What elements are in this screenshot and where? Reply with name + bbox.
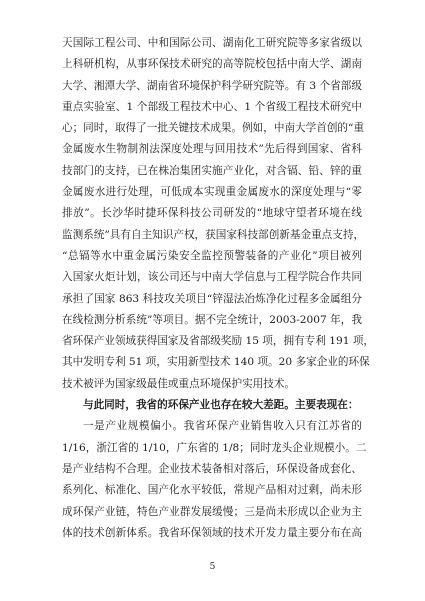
text-line: 大学、湘潭大学、湖南省环境保护科学研究院等。有 3 个省部级 [62, 79, 362, 92]
text-line: 技部门的支持，已在株冶集团实施产业化，对含镉、铅、锌的重 [62, 164, 362, 177]
text-line: 1/16，浙江省的 1/10，广东省的 1/8；同时龙头企业规模小。二 [62, 441, 367, 454]
text-line: “总镉等水中重金属污染安全监控预警装备的产业化”项目被列 [62, 249, 362, 262]
text-line: 成环保产业链，特色产业群发展缓慢；三是尚未形成以企业为主 [62, 505, 362, 518]
text-line: 重点实验室、1 个部级工程技术中心、1 个省级工程技术研究中 [62, 100, 362, 113]
text-line: 监测系统”具有自主知识产权，获国家科技部创新基金重点支持， [62, 228, 365, 241]
text-line: 一是产业规模偏小。我省环保产业销售收入只有江苏省的 [83, 420, 362, 433]
text-line: 金属废水生物制剂法深度处理与回用技术”先后得到国家、省科 [62, 143, 362, 156]
text-line: 省环保产业领域获得国家及省部级奖励 15 项，拥有专利 191 项， [62, 335, 375, 348]
text-line: 是产业结构不合理。企业技术装备相对落后，环保设备成套化、 [62, 462, 362, 475]
body-text [62, 33, 375, 544]
text-line: 体的技术创新体系。我省环保领域的技术开发力量主要分布在高 [62, 526, 362, 539]
text-line: 入国家火炬计划，该公司还与中南大学信息与工程学院合作共同 [62, 271, 362, 284]
text-line: 上科研机构，从事环保技术研究的高等院校包括中南大学、湖南 [62, 58, 362, 71]
text-line: 承担了国家 863 科技攻关项目“锌湿法冶炼净化过程多金属组分 [62, 292, 362, 305]
text-line: 天国际工程公司、中和国际公司、湖南化工研究院等多家省级以 [62, 37, 362, 49]
text-line: 其中发明专利 51 项，实用新型技术 140 项。20 多家企业的环保 [62, 356, 370, 369]
text-line: 系列化、标准化、国产化水平较低，常规产品相对过剩，尚未形 [62, 484, 362, 497]
text-line: 心；同时，取得了一批关键技术成果。例如，中南大学首创的“重 [62, 122, 365, 135]
paragraph-heading: 与此同时，我省的环保产业也存在较大差距。主要表现在： [83, 399, 359, 412]
text-line: 金属废水进行处理，可低成本实现重金属废水的深度处理与“零 [62, 186, 362, 199]
text-line: 在线检测分析系统”等项目。据不完全统计，2003-2007 年，我 [62, 313, 362, 326]
page-number: 5 [209, 562, 216, 572]
text-line: 技术被评为国家级最佳或重点环境保护实用技术。 [62, 377, 296, 390]
text-line: 排放”。长沙华时捷环保科技公司研发的“地球守望者环境在线 [62, 207, 362, 220]
